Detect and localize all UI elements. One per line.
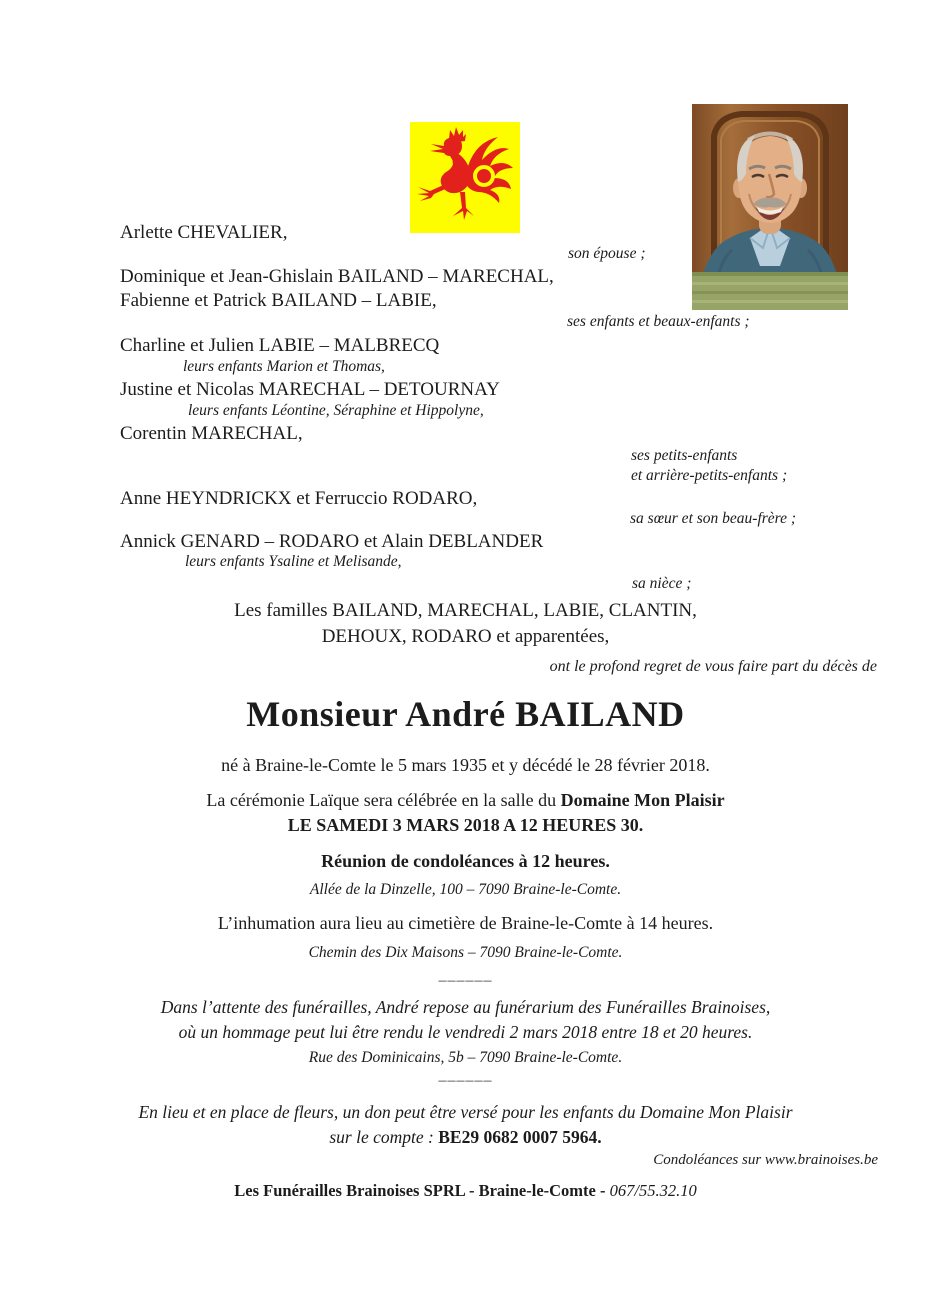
ceremony-address: Allée de la Dinzelle, 100 – 7090 Braine-le-Comte. [309,881,622,898]
grandchild-name-3: Corentin MARECHAL, [120,423,303,444]
funeral-home-phone: 067/55.32.10 [609,1181,697,1200]
spouse-name: Arlette CHEVALIER, [120,222,288,243]
walloon-rooster-icon [410,122,520,233]
grandchildren-label-2: et arrière-petits-enfants ; [631,467,788,484]
funeral-home-name: Les Funérailles Brainoises SPRL - Braine-le-Comte - [234,1181,610,1200]
online-condolences: Condoléances sur www.brainoises.be [653,1152,878,1168]
burial-line: L’inhumation aura lieu au cimetière de Braine-le-Comte à 14 heures. [217,913,714,933]
condolence-meeting: Réunion de condoléances à 12 heures. [321,851,610,871]
niece-relationship-label: sa nièce ; [632,575,692,592]
children-relationship-label: ses enfants et beaux-enfants ; [567,313,750,330]
grandchild-name-2: Justine et Nicolas MARECHAL – DETOURNAY [120,379,500,400]
sister-relationship-label: sa sœur et son beau-frère ; [630,510,797,527]
account-prefix: sur le compte : [329,1127,439,1147]
deceased-portrait-photo [692,104,848,310]
niece-children: leurs enfants Ysaline et Melisande, [185,553,402,570]
grandchild-name-1: Charline et Julien LABIE – MALBRECQ [120,335,440,356]
visitation-line-1: Dans l’attente des funérailles, André repose au funérarium des Funérailles Brainoises, [160,997,771,1017]
families-line-1: Les familles BAILAND, MARECHAL, LABIE, CLANTIN, [234,600,697,621]
child-name-1: Dominique et Jean-Ghislain BAILAND – MARECHAL, [120,266,554,287]
ceremony-datetime: LE SAMEDI 3 MARS 2018 A 12 HEURES 30. [287,815,644,835]
walloon-rooster-logo [410,122,520,233]
families-line-2: DEHOUX, RODARO et apparentées, [321,626,610,647]
ceremony-intro: La cérémonie Laïque sera célébrée en la salle du [206,790,561,810]
sister-name: Anne HEYNDRICKX et Ferruccio RODARO, [120,488,478,509]
spouse-relationship-label: son épouse ; [568,245,646,262]
donation-account-line [0,1127,931,1147]
child-name-2: Fabienne et Patrick BAILAND – LABIE, [120,290,437,311]
section-divider-2: –––––– [438,1072,493,1089]
donation-line: En lieu et en place de fleurs, un don peut être versé pour les enfants du Domaine Mon Plaisir [138,1102,793,1122]
great-grandchildren-2: leurs enfants Léontine, Séraphine et Hippolyne, [188,402,484,419]
burial-address: Chemin des Dix Maisons – 7090 Braine-le-Comte. [308,944,623,961]
niece-name: Annick GENARD – RODARO et Alain DEBLANDER [120,531,544,552]
ceremony-line [0,790,931,811]
birth-death-line: né à Braine-le-Comte le 5 mars 1935 et y décédé le 28 février 2018. [221,755,710,775]
elderly-man-portrait [692,104,848,310]
deceased-name-title: Monsieur André BAILAND [246,694,685,734]
section-divider-1: –––––– [438,972,493,989]
funeral-home-footer [0,1182,931,1201]
great-grandchildren-1: leurs enfants Marion et Thomas, [183,358,385,375]
visitation-line-2: où un hommage peut lui être rendu le vendredi 2 mars 2018 entre 18 et 20 heures. [178,1022,753,1042]
visitation-address: Rue des Dominicains, 5b – 7090 Braine-le-Comte. [308,1049,623,1066]
ceremony-venue: Domaine Mon Plaisir [560,790,725,810]
grandchildren-label-1: ses petits-enfants [631,447,738,464]
account-number: BE29 0682 0007 5964. [438,1127,602,1147]
regret-statement: ont le profond regret de vous faire part du décès de [549,658,877,675]
